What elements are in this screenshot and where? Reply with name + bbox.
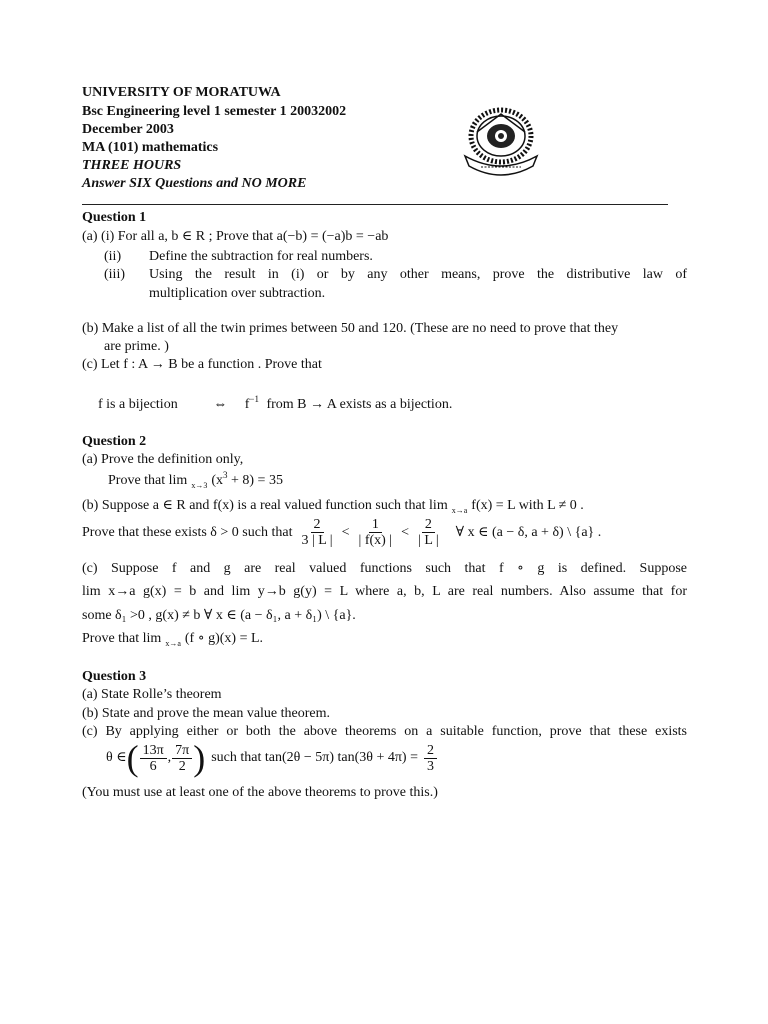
q1-bijection-statement	[98, 396, 452, 414]
question-2-title: Question 2	[82, 434, 147, 449]
close-paren: )	[193, 738, 206, 778]
module-title: MA (101) mathematics	[82, 140, 219, 155]
fraction-numerator: 7π	[172, 743, 192, 759]
fraction-denominator: | L |	[418, 533, 439, 548]
fraction-13pi-over-6	[140, 743, 167, 774]
q2-part-a-limit	[108, 472, 283, 491]
q2c-suffix: (f ∘ g)(x) = L.	[184, 631, 264, 646]
question-1-title: Question 1	[82, 210, 147, 225]
fraction-denominator: 6	[149, 758, 157, 774]
instructions: Answer SIX Questions and NO MORE	[82, 176, 307, 191]
header-divider	[82, 204, 668, 205]
q1-part-c-line1: (c) Let f : A → B be a function . Prove that	[82, 357, 322, 372]
q3-part-c-line1: (c) By applying either or both the above theorems on a suitable function, prove that these exists	[82, 724, 687, 739]
limit-exponent: 3	[223, 470, 228, 480]
limit-result: + 8) = 35	[227, 473, 283, 488]
fraction-7pi-over-2	[172, 743, 192, 774]
q1-part-a-i: (a) (i) For all a, b ∈ R ; Prove that a(−b) = (−a)b = −ab	[82, 229, 389, 244]
q1-part-a-ii: Define the subtraction for real numbers.	[149, 249, 373, 264]
q2-part-c-line2: lim x→a g(x) = b and lim y→b g(y) = L where a, b, L are real numbers. Also assume that for	[82, 584, 687, 599]
limit-prefix: Prove that lim	[108, 473, 188, 488]
duration: THREE HOURS	[82, 158, 182, 173]
q3-part-c-note: (You must use at least one of the above theorems to prove this.)	[82, 785, 438, 800]
comma: ,	[167, 750, 172, 765]
q3c-tan-equation: such that tan(2θ − 5π) tan(3θ + 4π) =	[211, 750, 418, 765]
q2-part-b-inequality	[82, 517, 601, 548]
university-name: UNIVERSITY OF MORATUWA	[82, 85, 281, 100]
less-than: <	[401, 524, 410, 540]
q3-part-b: (b) State and prove the mean value theorem.	[82, 706, 331, 721]
university-seal-logo	[457, 104, 545, 178]
q1-part-b-line1: (b) Make a list of all the twin primes between 50 and 120. (These are no need to prove that they	[82, 321, 619, 336]
q2b-suffix: f(x) = L with L ≠ 0 .	[471, 498, 584, 513]
course-line: Bsc Engineering level 1 semester 1 20032002	[82, 104, 347, 119]
open-paren: (	[126, 738, 139, 778]
q3-part-a: (a) State Rolle’s theorem	[82, 687, 222, 702]
fraction-denominator: 3 | L |	[301, 533, 333, 548]
q2c-prefix: Prove that lim	[82, 631, 162, 646]
fraction-numerator: 2	[424, 743, 437, 759]
q2c-subscript: x→a	[165, 639, 181, 648]
bijection-left: f is a bijection	[98, 397, 178, 412]
q2-part-a-line1: (a) Prove the definition only,	[82, 452, 244, 467]
exam-date: December 2003	[82, 122, 174, 137]
fraction-1-over-fx	[356, 517, 396, 548]
question-3-title: Question 3	[82, 669, 147, 684]
limit-expr: (x	[211, 473, 223, 488]
inverse-f: f	[244, 397, 250, 412]
theta-in: θ ∈	[106, 750, 127, 765]
q1-part-a-iii-line1: Using the result in (i) or by any other means, prove the distributive law of	[149, 267, 687, 282]
q2-part-c-line3: some δ₁ >0 , g(x) ≠ b ∀ x ∈ (a − δ₁, a + δ₁) \ {a}.	[82, 608, 356, 623]
q2b-subscript: x→a	[451, 506, 468, 515]
q2-part-b-line1	[82, 497, 584, 516]
q1-part-a-iii-number: (iii)	[104, 267, 125, 282]
less-than: <	[341, 524, 350, 540]
fraction-2-over-L	[415, 517, 442, 548]
q2b-line2-suffix: ∀ x ∈ (a − δ, a + δ) \ {a} .	[455, 524, 602, 540]
fraction-denominator: 3	[426, 758, 434, 774]
bijection-right: from B → A exists as a bijection.	[266, 397, 453, 412]
q1-part-b-line2: are prime. )	[104, 339, 169, 354]
q1-part-a-iii-line2: multiplication over subtraction.	[149, 286, 326, 301]
fraction-numerator: 13π	[140, 743, 167, 759]
q3-part-c-expression	[106, 740, 443, 776]
fraction-2-over-3	[424, 743, 437, 774]
q2b-line2-prefix: Prove that these exists δ > 0 such that	[82, 524, 293, 540]
iff-symbol: ⇔	[213, 397, 228, 412]
q2-part-c-line4	[82, 630, 263, 649]
fraction-numerator: 2	[311, 517, 324, 533]
fraction-denominator: | f(x) |	[358, 533, 393, 548]
fraction-2-over-3L	[298, 517, 335, 548]
inverse-exponent: −1	[249, 394, 259, 404]
q1-part-a-ii-number: (ii)	[104, 249, 122, 264]
fraction-numerator: 2	[422, 517, 435, 533]
q2-part-c-line1: (c) Suppose f and g are real valued functions such that f ∘ g is defined. Suppose	[82, 561, 687, 576]
fraction-numerator: 1	[369, 517, 382, 533]
limit-subscript: x→3	[191, 481, 208, 490]
fraction-denominator: 2	[178, 758, 186, 774]
q2b-prefix: (b) Suppose a ∈ R and f(x) is a real valued function such that lim	[82, 498, 448, 513]
